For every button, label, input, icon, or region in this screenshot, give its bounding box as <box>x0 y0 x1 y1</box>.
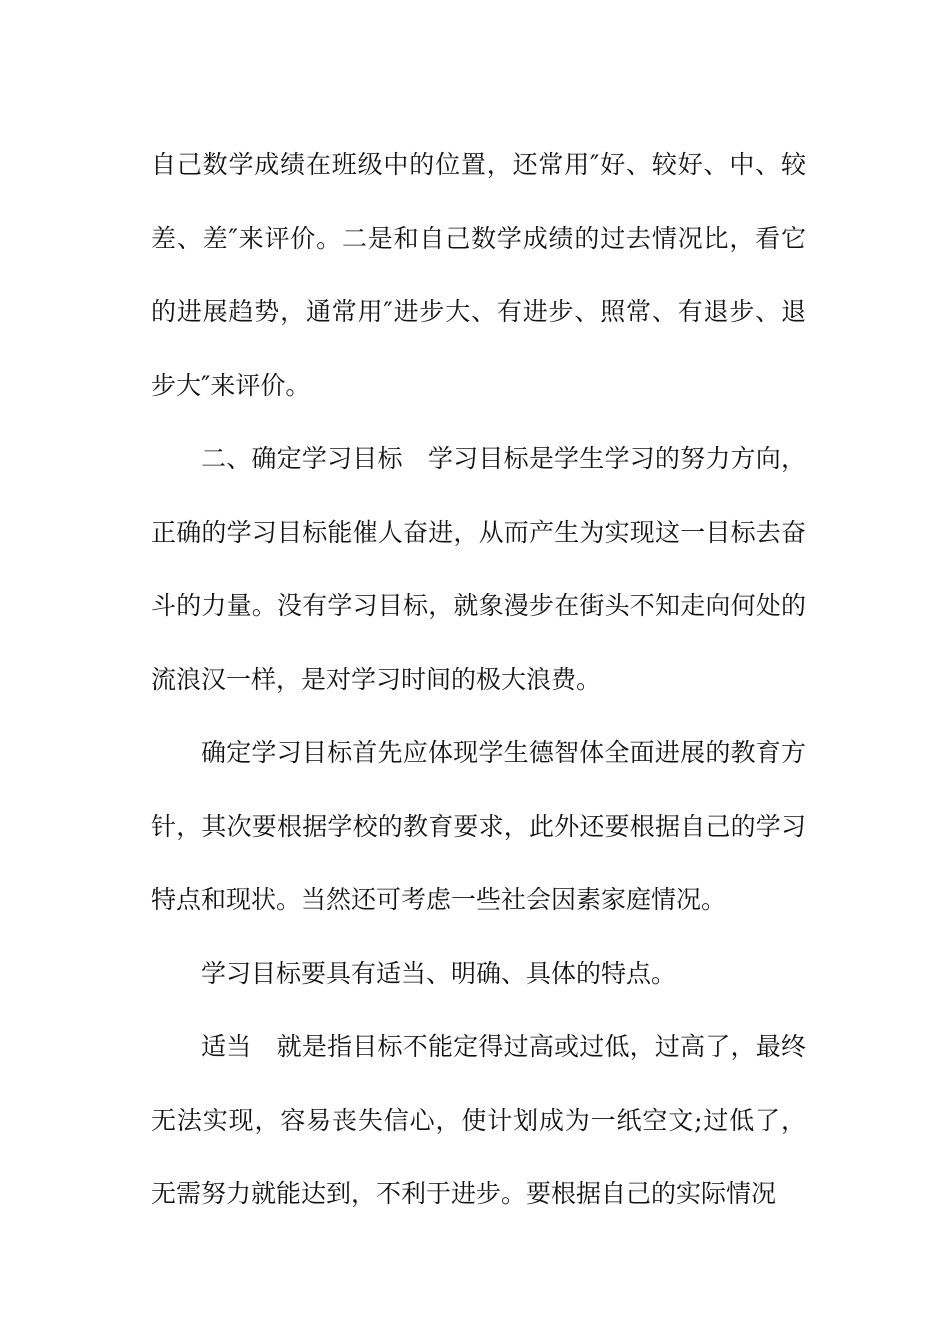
paragraph-section-two: 二、确定学习目标 学习目标是学生学习的努力方向，正确的学习目标能催人奋进，从而产生为实现这一目标去奋斗的力量。没有学习目标，就象漫步在街头不知走向何处的流浪汉一样，是对学习时间的极大浪费。 <box>151 444 806 694</box>
paragraph-appropriate: 适当 就是指目标不能定得过高或过低，过高了，最终无法实现，容易丧失信心，使计划成为一纸空文;过低了，无需努力就能达到，不利于进步。要根据自己的实际情况 <box>151 1032 806 1208</box>
paragraph-continuation: 自己数学成绩在班级中的位置，还常用″好、较好、中、较差、差″来评价。二是和自己数学成绩的过去情况比，看它的进展趋势，通常用″进步大、有进步、照常、有退步、退步大″来评价。 <box>151 150 806 400</box>
document-body <box>151 128 806 1231</box>
paragraph-goal-traits: 学习目标要具有适当、明确、具体的特点。 <box>201 958 677 988</box>
paragraph-goal-basis: 确定学习目标首先应体现学生德智体全面进展的教育方针，其次要根据学校的教育要求，此外还要根据自己的学习特点和现状。当然还可考虑一些社会因素家庭情况。 <box>151 738 806 914</box>
